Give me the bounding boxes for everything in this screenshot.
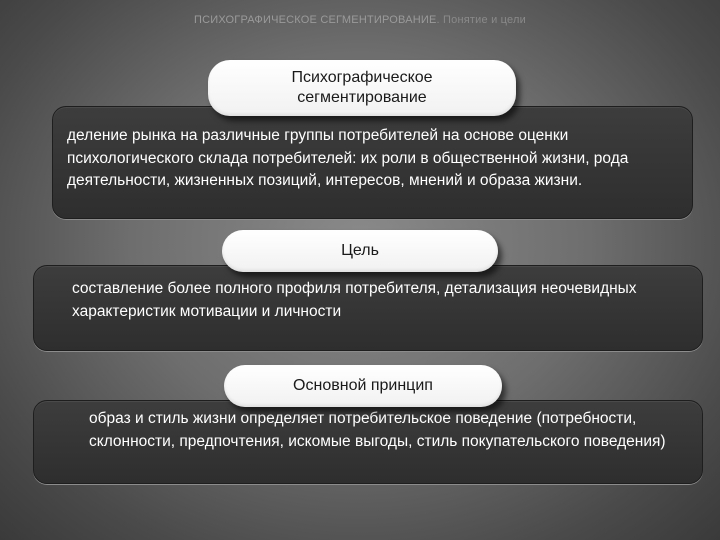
principle-panel xyxy=(33,400,703,484)
principle-text: образ и стиль жизни определяет потребительское поведение (потребности, склонности, предпочтения, искомые выгоды, стиль покупательского поведения) xyxy=(89,410,666,450)
slide-header xyxy=(0,14,720,26)
goal-heading: Цель xyxy=(341,242,379,259)
goal-text: составление более полного профиля потребителя, детализация неочевидных характеристик мотивации и личности xyxy=(72,280,637,320)
goal-panel xyxy=(33,265,703,351)
principle-heading-pill xyxy=(224,365,502,407)
definition-heading-pill xyxy=(208,60,516,116)
principle-heading: Основной принцип xyxy=(293,377,433,394)
slide-subtitle: . Понятие и цели xyxy=(436,14,526,26)
goal-heading-pill xyxy=(222,230,498,272)
definition-panel xyxy=(52,106,693,219)
definition-text: деление рынка на различные группы потребителей на основе оценки психологического склада потребителей: их роли в общественной жизни, рода деятельности, жизненных позиций, интересов, мнений и образа жизни. xyxy=(67,127,629,189)
slide-title: ПСИХОГРАФИЧЕСКОЕ СЕГМЕНТИРОВАНИЕ xyxy=(194,14,437,26)
definition-heading: Психографическое сегментирование xyxy=(291,69,433,106)
